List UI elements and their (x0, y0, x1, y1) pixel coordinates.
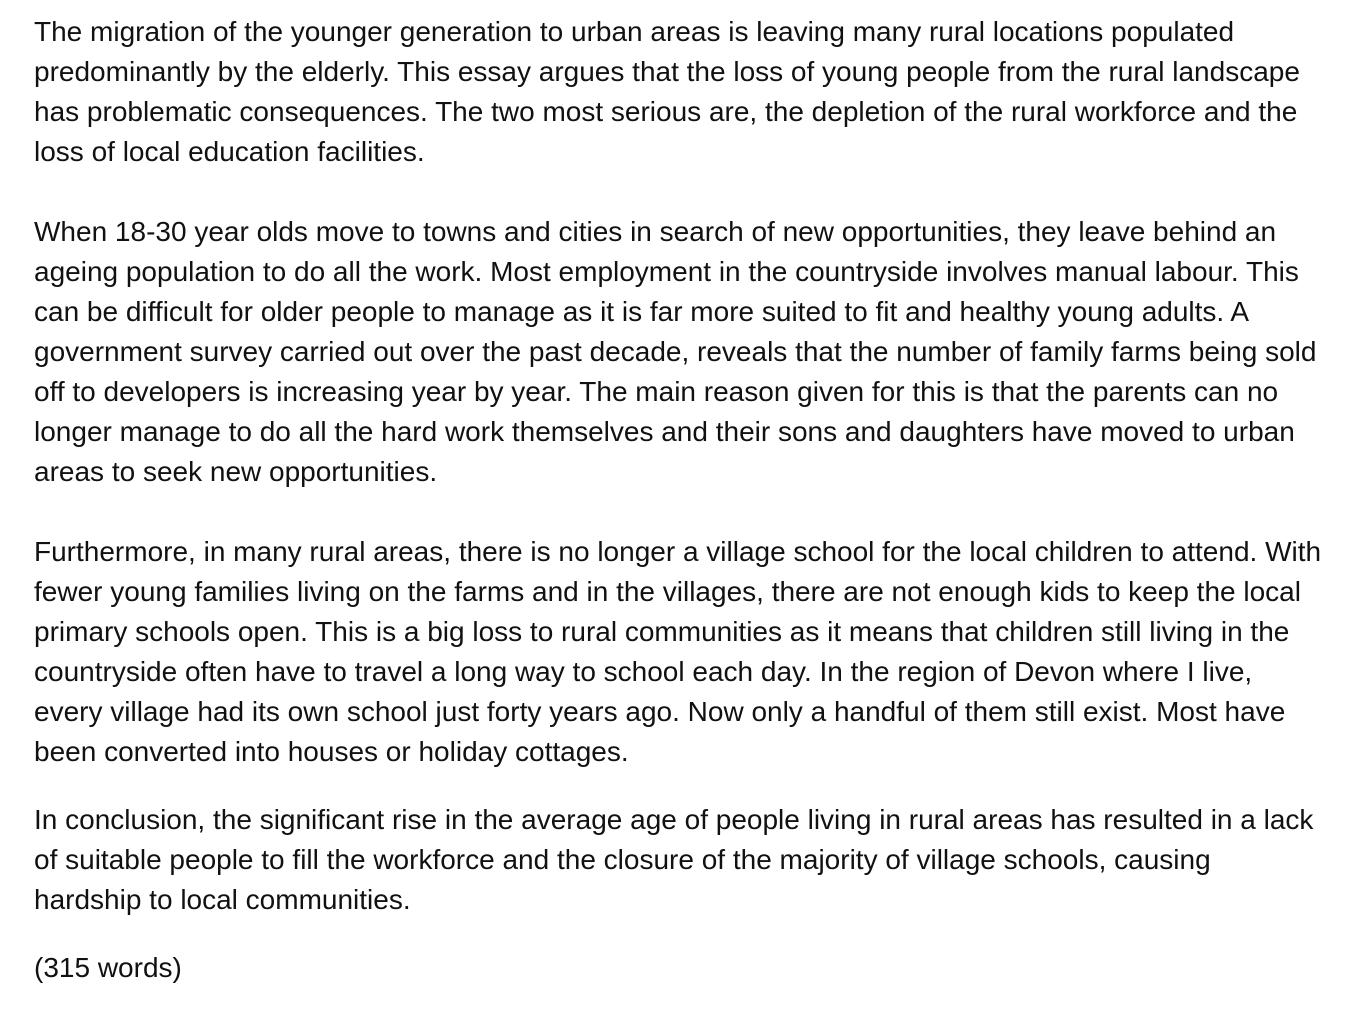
word-count: (315 words) (34, 952, 182, 983)
essay-paragraph-conclusion: In conclusion, the significant rise in the average age of people living in rural areas has resulted in a lack of suitable people to fill the workforce and the closure of the majority of village schools, causing hardship to local communities. (34, 804, 1314, 915)
essay-paragraph-workforce: When 18-30 year olds move to towns and cities in search of new opportunities, they leave behind an ageing population to do all the work. Most employment in the countryside involves manual labour. This can be difficult for older people to manage as it is far more suited to fit and healthy young adults. A government survey carried out over the past decade, reveals that the number of family farms being sold off to developers is increasing year by year. The main reason given for this is that the parents can no longer manage to do all the hard work themselves and their sons and daughters have moved to urban areas to seek new opportunities. (34, 216, 1317, 487)
essay-paragraph-intro: The migration of the younger generation to urban areas is leaving many rural locations populated predominantly by the elderly. This essay argues that the loss of young people from the rural landscape has problematic consequences. The two most serious are, the depletion of the rural workforce and the loss of local education facilities. (34, 16, 1300, 167)
essay-paragraph-schools: Furthermore, in many rural areas, there is no longer a village school for the local children to attend. With fewer young families living on the farms and in the villages, there are not enough kids to keep the local primary schools open. This is a big loss to rural communities as it means that children still living in the countryside often have to travel a long way to school each day. In the region of Devon where I live, every village had its own school just forty years ago. Now only a handful of them still exist. Most have been converted into houses or holiday cottages. (34, 536, 1322, 767)
